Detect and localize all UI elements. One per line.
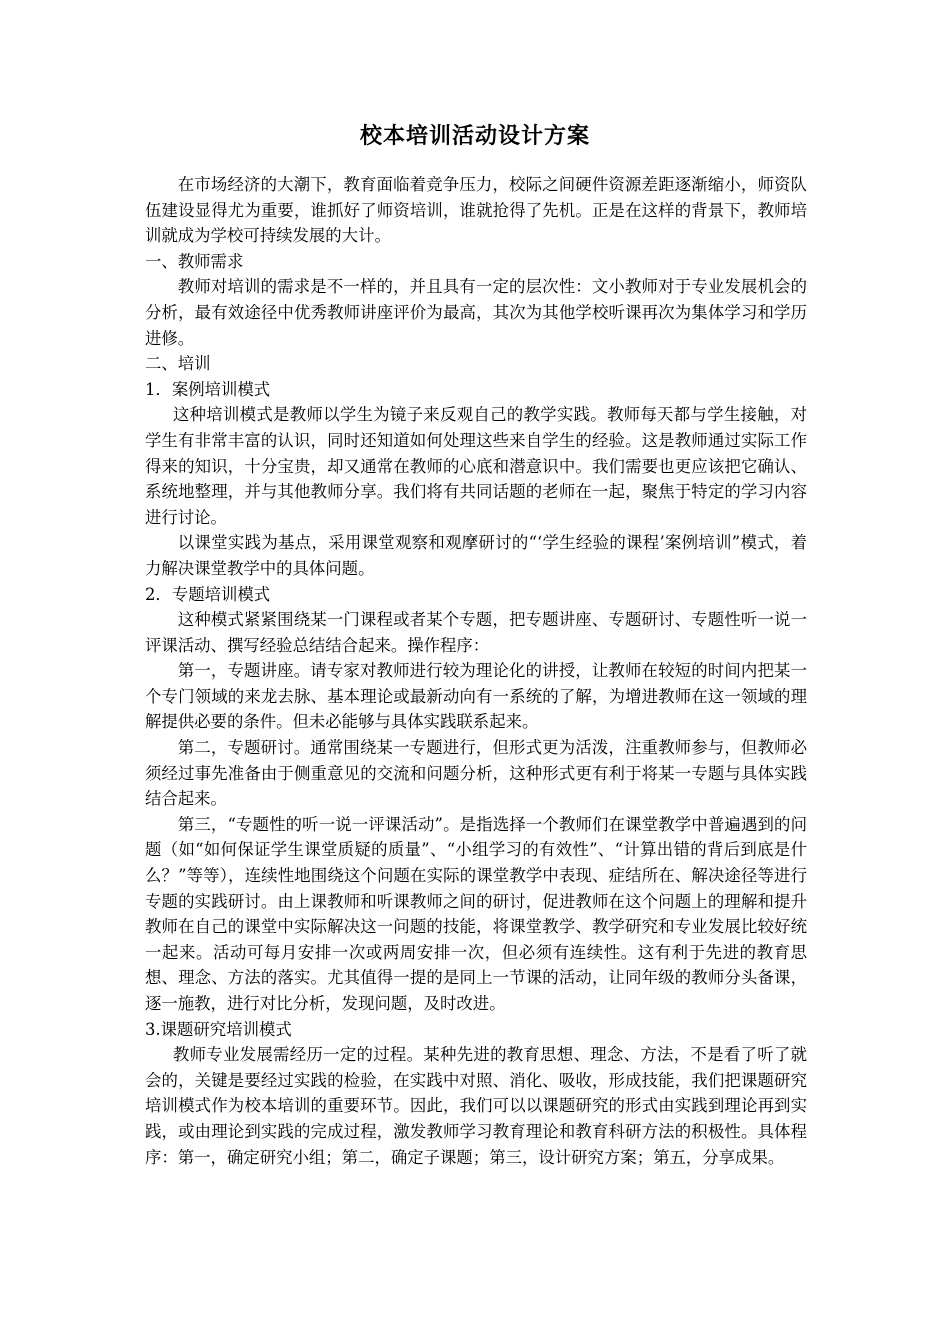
topic-training-paragraph: 这种模式紧紧围绕某一门课程或者某个专题，把专题讲座、专题研讨、专题性听一说一评课活动、撰写经验总结结合起来。操作程序： bbox=[145, 610, 807, 655]
case-training-paragraph: 这种培训模式是教师以学生为镜子来反观自己的教学实践。教师每天都与学生接触，对学生有非常丰富的认识，同时还知道如何处理这些来自学生的经验。这是教师通过实际工作得来的知识，十分宝贵，却又通常在教师的心底和潜意识中。我们需要也更应该把它确认、系统地整理，并与其他教师分享。我们将有共同话题的老师在一起，聚焦于特定的学习内容进行讨论。 bbox=[145, 405, 807, 527]
document-title: 校本培训活动设计方案 bbox=[359, 124, 590, 149]
intro-paragraph: 在市场经济的大潮下，教育面临着竞争压力，校际之间硬件资源差距逐渐缩小，师资队伍建设显得尤为重要，谁抓好了师资培训，谁就抢得了先机。正是在这样的背景下，教师培训就成为学校可持续发展的大计。 bbox=[145, 175, 807, 246]
teacher-needs-paragraph: 教师对培训的需求是不一样的，并且具有一定的层次性：文小教师对于专业发展机会的分析，最有效途径中优秀教师讲座评价为最高，其次为其他学校听课再次为集体学习和学历进修。 bbox=[145, 277, 807, 348]
document-body bbox=[145, 172, 807, 1170]
subheading-topic-training: 2．专题培训模式 bbox=[145, 584, 271, 604]
section-heading-teacher-needs: 一、教师需求 bbox=[145, 251, 244, 271]
topic-step-2-paragraph: 第二，专题研讨。通常围绕某一专题进行，但形式更为活泼，注重教师参与，但教师必须经过事先准备由于侧重意见的交流和问题分析，这种形式更有利于将某一专题与具体实践结合起来。 bbox=[145, 738, 807, 809]
section-heading-training: 二、培训 bbox=[145, 354, 211, 374]
subheading-case-training: 1．案例培训模式 bbox=[145, 379, 271, 399]
topic-step-1-paragraph: 第一，专题讲座。请专家对教师进行较为理论化的讲授，让教师在较短的时间内把某一个专门领域的来龙去脉、基本理论或最新动向有一系统的了解，为增进教师在这一领域的理解提供必要的条件。但未必能够与具体实践联系起来。 bbox=[145, 661, 807, 732]
case-training-paragraph-2: 以课堂实践为基点，采用课堂观察和观摩研讨的“‘学生经验的课程’案例培训”模式，着力解决课堂教学中的具体问题。 bbox=[145, 533, 807, 578]
subheading-research-training: 3.课题研究培训模式 bbox=[145, 1019, 292, 1039]
research-training-paragraph: 教师专业发展需经历一定的过程。某种先进的教育思想、理念、方法，不是看了听了就会的，关键是要经过实践的检验，在实践中对照、消化、吸收，形成技能，我们把课题研究培训模式作为校本培训的重要环节。因此，我们可以以课题研究的形式由实践到理论再到实践，或由理论到实践的完成过程，激发教师学习教育理论和教育科研方法的积极性。具体程序：第一，确定研究小组；第二，确定子课题；第三，设计研究方案；第五，分享成果。 bbox=[145, 1045, 807, 1167]
topic-step-3-paragraph: 第三，“专题性的听一说一评课活动”。是指选择一个教师们在课堂教学中普遍遇到的问题（如“如何保证学生课堂质疑的质量”、“小组学习的有效性”、“计算出错的背后到底是什么？”等等），连续性地围绕这个问题在实际的课堂教学中表现、症结所在、解决途径等进行专题的实践研讨。由上课教师和听课教师之间的研讨，促进教师在这个问题上的理解和提升教师在自己的课堂中实际解决这一问题的技能，将课堂教学、教学研究和专业发展比较好统一起来。活动可每月安排一次或两周安排一次，但必须有连续性。这有利于先进的教育思想、理念、方法的落实。尤其值得一提的是同上一节课的活动，让同年级的教师分头备课，逐一施教，进行对比分析，发现问题，及时改进。 bbox=[145, 814, 807, 1013]
